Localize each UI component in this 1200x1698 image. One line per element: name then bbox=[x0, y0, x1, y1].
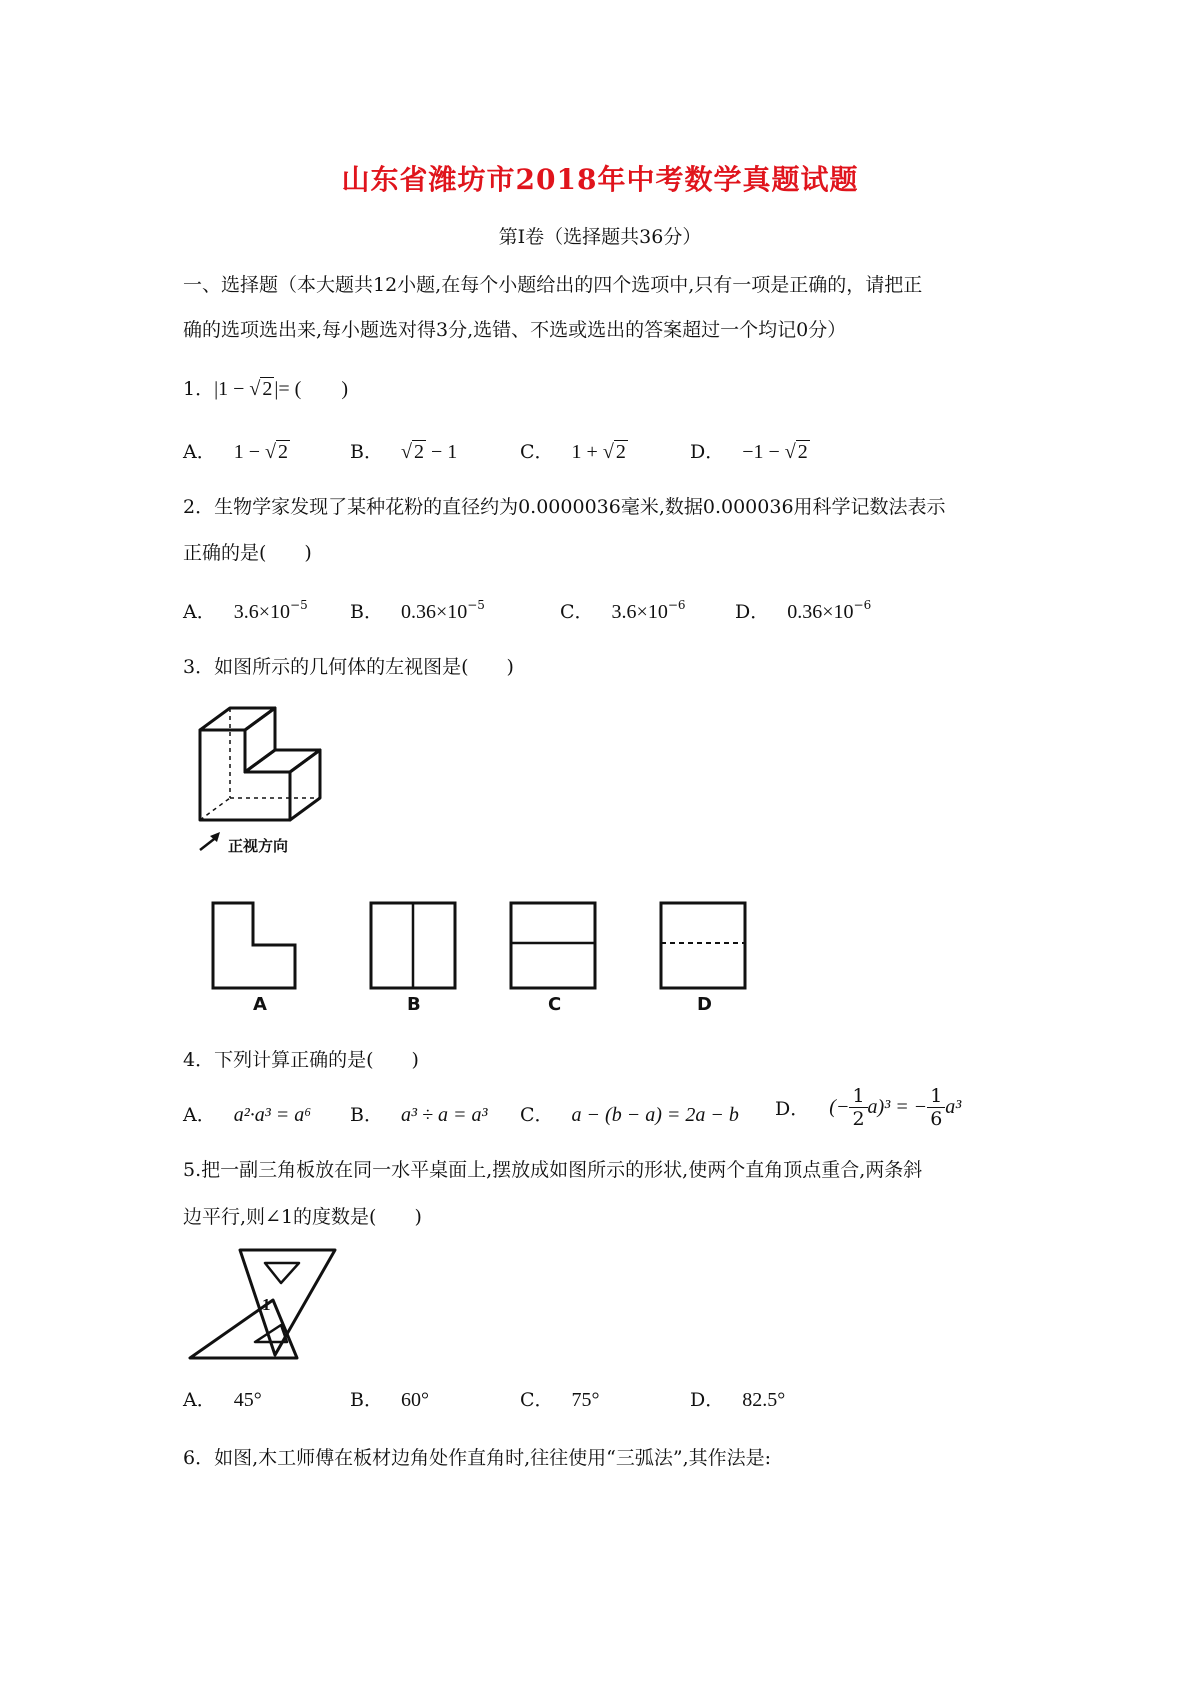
q2-option-d bbox=[735, 597, 871, 624]
q2-option-c-base: 3.6×10 bbox=[611, 601, 668, 623]
q5-option-d bbox=[690, 1385, 785, 1412]
q1-option-b-expr: − 1 bbox=[425, 441, 458, 463]
question-1-expr-prefix: |1 − bbox=[214, 378, 250, 400]
q4-option-c-label: C． bbox=[520, 1104, 554, 1126]
q1-option-d-expr: −1 − bbox=[742, 441, 785, 463]
q2-option-d-base: 0.36×10 bbox=[787, 601, 854, 623]
q1-option-a-expr: 1 − bbox=[233, 441, 266, 463]
q4-option-a-label: A． bbox=[183, 1104, 216, 1126]
q4-option-d-frac2-num: 1 bbox=[927, 1085, 945, 1108]
q1-option-d-label: D． bbox=[690, 441, 725, 463]
question-5-line2: 边平行,则∠1的度数是( ) bbox=[183, 1206, 422, 1228]
q5-option-c bbox=[520, 1385, 600, 1412]
q1-option-d-radicand: 2 bbox=[797, 441, 808, 463]
q4-option-b bbox=[350, 1100, 487, 1127]
q4-option-d-frac1-num: 1 bbox=[849, 1085, 867, 1108]
q2-option-a bbox=[183, 597, 308, 624]
q4-option-d bbox=[775, 1085, 961, 1130]
q1-option-c: C． 1 + √ 2 bbox=[520, 441, 626, 463]
q5-option-d-label: D． bbox=[690, 1389, 725, 1411]
solid-step-top-face bbox=[245, 750, 320, 772]
front-view-direction-label: 正视方向 bbox=[228, 837, 289, 855]
view-option-c-label: C bbox=[548, 994, 562, 1015]
question-1-expr-suffix: |= ( ) bbox=[274, 378, 348, 400]
view-option-a-label: A bbox=[253, 994, 267, 1015]
q1-option-b-label: B． bbox=[350, 441, 383, 463]
q4-option-d-frac1-den: 2 bbox=[852, 1108, 865, 1130]
q2-option-a-label: A． bbox=[183, 601, 216, 623]
q1-option-a-label: A． bbox=[183, 441, 216, 463]
question-6-stem: 6．如图,木工师傅在板材边角处作直角时,往往使用“三弧法”,其作法是: bbox=[183, 1447, 772, 1469]
q4-option-c bbox=[520, 1100, 739, 1127]
q1-option-c-radicand: 2 bbox=[615, 441, 626, 463]
q4-option-d-lhs-open: (− bbox=[829, 1096, 850, 1118]
q2-option-b-base: 0.36×10 bbox=[400, 601, 468, 623]
question-5-line1: 5.把一副三角板放在同一水平桌面上,摆放成如图所示的形状,使两个直角顶点重合,两条斜 bbox=[183, 1159, 923, 1181]
q2-option-c bbox=[560, 597, 686, 624]
q4-option-b-label: B． bbox=[350, 1104, 383, 1126]
q2-option-c-label: C． bbox=[560, 601, 594, 623]
q2-option-a-base: 3.6×10 bbox=[233, 601, 291, 623]
q5-option-d-value: 82.5° bbox=[742, 1389, 786, 1411]
question-1-radicand: 2 bbox=[262, 378, 273, 400]
q1-option-a-radicand: 2 bbox=[278, 441, 288, 463]
q5-option-a-value: 45° bbox=[233, 1389, 262, 1411]
question-1: 1．|1 − √ 2 |= ( ) bbox=[183, 378, 348, 400]
q1-option-c-label: C． bbox=[520, 441, 554, 463]
q1-option-b: B． √ 2 − 1 bbox=[350, 441, 458, 463]
hidden-edge-diagonal bbox=[200, 798, 230, 820]
question-4-stem: 4．下列计算正确的是( ) bbox=[183, 1049, 419, 1071]
q5-option-c-label: C． bbox=[520, 1389, 554, 1411]
section-subtitle: 第Ⅰ卷（选择题共36分） bbox=[498, 226, 702, 248]
view-option-a bbox=[210, 900, 300, 995]
q1-option-a: A． 1 − √ 2 bbox=[183, 441, 288, 463]
q5-option-b bbox=[350, 1385, 429, 1412]
q2-option-b bbox=[350, 597, 485, 624]
question-3-stem: 3．如图所示的几何体的左视图是( ) bbox=[183, 656, 514, 678]
q4-option-c-expr: a − (b − a) = 2a − b bbox=[571, 1104, 739, 1126]
question-1-number: 1． bbox=[183, 378, 215, 400]
q4-option-d-label: D． bbox=[775, 1098, 810, 1120]
q2-option-b-exponent: −5 bbox=[467, 598, 485, 612]
q5-option-a bbox=[183, 1385, 262, 1412]
q4-option-a-expr: a²·a³ = a⁶ bbox=[233, 1104, 312, 1126]
q2-option-a-exponent: −5 bbox=[290, 598, 308, 612]
view-option-d bbox=[658, 900, 748, 995]
section-instructions-line1: 一、选择题（本大题共12小题,在每个小题给出的四个选项中,只有一项是正确的，请把正 bbox=[183, 274, 923, 296]
q4-option-d-lhs-close: a)³ = − bbox=[867, 1096, 928, 1118]
q5-option-c-value: 75° bbox=[571, 1389, 600, 1411]
angle-1-label: 1 bbox=[262, 1295, 271, 1314]
q4-option-d-rhs: a³ bbox=[945, 1096, 962, 1118]
q5-option-a-label: A． bbox=[183, 1389, 216, 1411]
q1-option-b-radicand: 2 bbox=[413, 441, 424, 463]
q2-option-c-exponent: −6 bbox=[667, 598, 686, 612]
q5-option-b-label: B． bbox=[350, 1389, 383, 1411]
q2-option-b-label: B． bbox=[350, 601, 383, 623]
view-option-d-label: D bbox=[697, 994, 712, 1015]
section-instructions-line2: 确的选项选出来,每小题选对得3分,选错、不选或选出的答案超过一个均记0分） bbox=[183, 319, 847, 341]
view-option-c bbox=[508, 900, 598, 995]
q4-option-a bbox=[183, 1100, 311, 1127]
set-square-30-60 bbox=[190, 1300, 297, 1358]
solid-top-face-upper bbox=[200, 708, 275, 730]
page-title: 山东省潍坊市2018年中考数学真题试题 bbox=[341, 163, 859, 196]
q1-option-d: D． −1 − √ 2 bbox=[690, 441, 808, 463]
q4-option-d-frac2-den: 6 bbox=[930, 1108, 943, 1130]
solid-right-face bbox=[290, 750, 320, 820]
view-option-b-label: B bbox=[407, 994, 421, 1015]
set-square-45-hole bbox=[265, 1263, 299, 1283]
set-square-45 bbox=[240, 1250, 335, 1355]
view-option-b bbox=[368, 900, 458, 995]
q4-option-b-expr: a³ ÷ a = a³ bbox=[400, 1104, 488, 1126]
q1-option-c-expr: 1 + bbox=[571, 441, 603, 463]
q2-option-d-label: D． bbox=[735, 601, 770, 623]
q5-option-b-value: 60° bbox=[400, 1389, 429, 1411]
question-2-line2: 正确的是( ) bbox=[183, 542, 312, 564]
question-2-line1: 2．生物学家发现了某种花粉的直径约为0.0000036毫米,数据0.000036用科学记数法表示 bbox=[183, 496, 946, 518]
q2-option-d-exponent: −6 bbox=[853, 598, 872, 612]
